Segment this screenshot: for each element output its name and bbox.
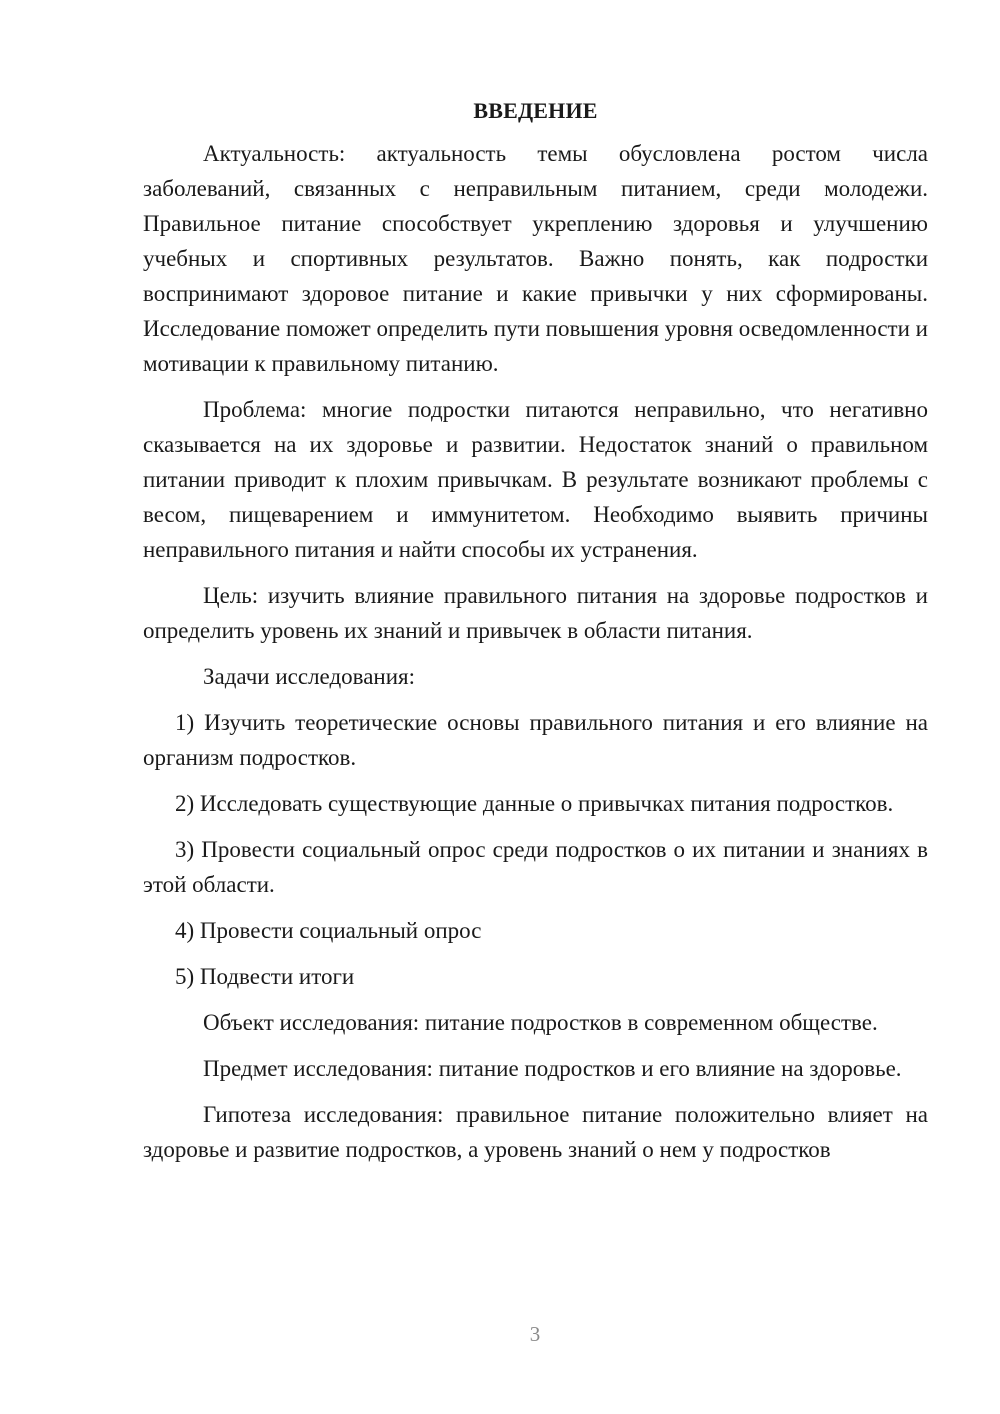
section-heading: ВВЕДЕНИЕ — [473, 98, 598, 123]
paragraph-object: Объект исследования: питание подростков в современном обществе. — [203, 1010, 878, 1035]
task-item-4: 4) Провести социальный опрос — [175, 918, 482, 943]
document-body — [143, 96, 928, 1178]
task-item-1: 1) Изучить теоретические основы правильного питания и его влияние на организм подростков. — [143, 710, 928, 770]
paragraph-goal: Цель: изучить влияние правильного питания на здоровье подростков и определить уровень их знаний и привычек в области питания. — [143, 583, 928, 643]
paragraph-tasks-title: Задачи исследования: — [203, 664, 416, 689]
task-item-3: 3) Провести социальный опрос среди подростков о их питании и знаниях в этой области. — [143, 837, 928, 897]
paragraph-hypothesis: Гипотеза исследования: правильное питание положительно влияет на здоровье и развитие подростков, а уровень знаний о нем у подростков — [143, 1102, 928, 1162]
paragraph-problem: Проблема: многие подростки питаются неправильно, что негативно сказывается на их здоровье и развитии. Недостаток знаний о правильном питании приводит к плохим привычкам. В результате возникают проблемы с весом, пищеварением и иммунитетом. Необходимо выявить причины неправильного питания и найти способы их устранения. — [143, 397, 928, 562]
page-number: 3 — [529, 1322, 541, 1346]
paragraph-subject: Предмет исследования: питание подростков и его влияние на здоровье. — [203, 1056, 902, 1081]
paragraph-relevance: Актуальность: актуальность темы обусловлена ростом числа заболеваний, связанных с неправильным питанием, среди молодежи. Правильное питание способствует укреплению здоровья и улучшению учебных и спортивных результатов. Важно понять, как подростки воспринимают здоровое питание и какие привычки у них сформированы. Исследование поможет определить пути повышения уровня осведомленности и мотивации к правильному питанию. — [143, 141, 928, 376]
task-item-2: 2) Исследовать существующие данные о привычках питания подростков. — [175, 791, 894, 816]
task-item-5: 5) Подвести итоги — [175, 964, 355, 989]
